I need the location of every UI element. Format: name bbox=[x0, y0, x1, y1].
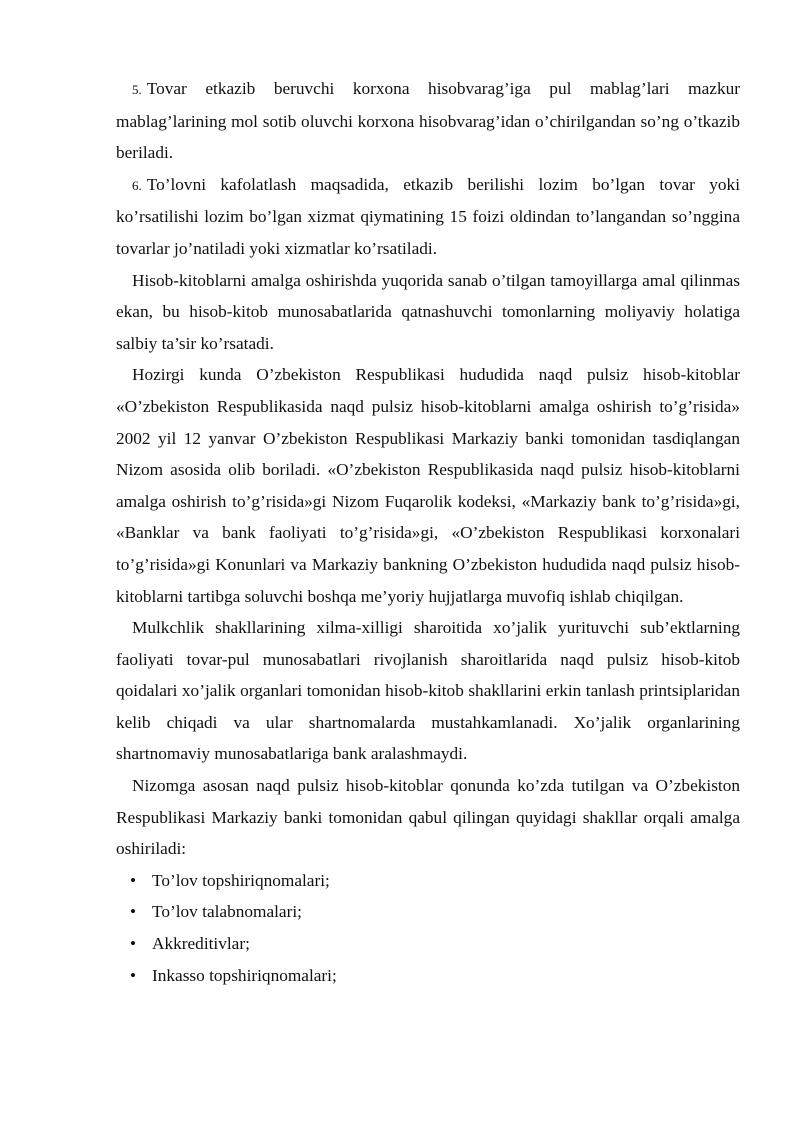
numbered-paragraph-5 bbox=[116, 73, 740, 169]
list-item bbox=[116, 960, 740, 992]
list-item-text: To’lov topshiriqnomalari; bbox=[152, 870, 330, 890]
paragraph-text: Nizomga asosan naqd pulsiz hisob-kitoblar qonunda ko’zda tutilgan va O’zbekiston Respublikasi Markaziy banki tomonidan qabul qilingan quyidagi shakllar orqali amalga oshiriladi: bbox=[116, 776, 740, 859]
document-page bbox=[116, 73, 740, 991]
paragraph-text: Mulkchlik shakllarining xilma-xilligi sharoitida xo’jalik yurituvchi sub’ektlarning faoliyati tovar-pul munosabatlari rivojlanish sharoitlarida naqd pulsiz hisob-kitob qoidalari xo’jalik organlari tomonidan hisob-kitob shakllarini erkin tanlash printsiplaridan kelib chiqadi va ular shartnomalarda mustahkamlanadi. Xo’jalik organlarining shartnomaviy munosabatlariga bank aralashmaydi. bbox=[116, 618, 740, 764]
list-item-text: Akkreditivlar; bbox=[152, 934, 250, 954]
bullet-icon: • bbox=[130, 965, 137, 985]
paragraph-text: Hozirgi kunda O’zbekiston Respublikasi hududida naqd pulsiz hisob-kitoblar «O’zbekiston Respublikasida naqd pulsiz hisob-kitoblarni amalga oshirish to’g’risida» 2002 yil 12 yanvar O’zbekiston Respublikasi Markaziy banki tomonidan tasdiqlangan Nizom asosida olib boriladi. «O’zbekiston Respublikasida naqd pulsiz hisob-kitoblarni amalga oshirish to’g’risida»gi Nizom Fuqarolik kodeksi, «Markaziy bank to’g’risida»gi, «Banklar va bank faoliyati to’g’risida»gi, «O’zbekiston Respublikasi korxonalari to’g’risida»gi Konunlari va Markaziy bankning O’zbekiston hududida naqd pulsiz hisob-kitoblarni tartibga soluvchi boshqa me’yoriy hujjatlarga muvofiq ishlab chiqilgan. bbox=[116, 365, 740, 606]
list-item bbox=[116, 865, 740, 897]
list-item-text: To’lov talabnomalari; bbox=[152, 902, 302, 922]
bullet-icon: • bbox=[130, 902, 137, 922]
paragraph-principles-effect bbox=[116, 265, 740, 360]
list-item bbox=[116, 928, 740, 960]
list-item bbox=[116, 896, 740, 928]
paragraph-text: To’lovni kafolatlash maqsadida, etkazib berilishi lozim bo’lgan tovar yoki ko’rsatilishi lozim bo’lgan xizmat qiymatining 15 foizi oldindan to’langandan so’nggina tovarlar jo’natiladi yoki xizmatlar ko’rsatiladi. bbox=[116, 174, 740, 258]
payment-forms-list bbox=[116, 865, 740, 991]
paragraph-ownership-forms bbox=[116, 612, 740, 770]
paragraph-regulation bbox=[116, 359, 740, 612]
paragraph-number: 6. bbox=[132, 177, 142, 193]
bullet-icon: • bbox=[130, 934, 137, 954]
paragraph-text: Tovar etkazib beruvchi korxona hisobvarag’iga pul mablag’lari mazkur mablag’larining mol sotib oluvchi korxona hisobvarag’idan o’chirilgandan so’ng o’tkazib beriladi. bbox=[116, 79, 740, 163]
list-item-text: Inkasso topshiriqnomalari; bbox=[152, 965, 337, 985]
numbered-paragraph-6 bbox=[116, 169, 740, 265]
paragraph-payment-forms-intro bbox=[116, 770, 740, 865]
bullet-icon: • bbox=[130, 870, 137, 890]
paragraph-text: Hisob-kitoblarni amalga oshirishda yuqorida sanab o’tilgan tamoyillarga amal qilinmas ekan, bu hisob-kitob munosabatlarida qatnashuvchi tomonlarning moliyaviy holatiga salbiy ta’sir ko’rsatadi. bbox=[116, 270, 740, 353]
paragraph-number: 5. bbox=[132, 82, 142, 97]
